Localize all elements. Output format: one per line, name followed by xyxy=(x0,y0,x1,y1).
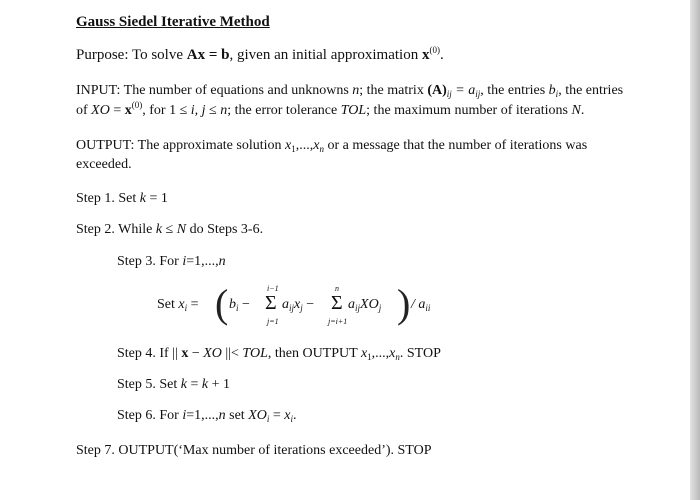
step-2 xyxy=(76,221,263,239)
formula-sub: ii xyxy=(425,303,431,313)
step-text: ,..., xyxy=(371,346,390,361)
input-text: ≤ xyxy=(205,103,221,118)
input-sub: ij xyxy=(475,89,481,99)
input-sup: (0) xyxy=(131,100,143,110)
step-var: n xyxy=(218,408,226,423)
output-line-2: exceeded. xyxy=(76,157,132,172)
input-text: ; the error tolerance xyxy=(227,103,341,118)
step-var: XO xyxy=(248,408,267,423)
step-7: Step 7. OUTPUT(‘Max number of iterations exceeded’). STOP xyxy=(76,443,432,458)
step-sub: i xyxy=(266,414,270,424)
document-title: Gauss Siedel Iterative Method xyxy=(76,14,270,30)
step-text: . xyxy=(293,408,297,423)
input-b: b xyxy=(548,83,556,98)
formula-var: b xyxy=(229,297,236,312)
input-tol: TOL xyxy=(340,103,367,118)
page-edge-shadow xyxy=(690,0,700,500)
step-var: x xyxy=(181,346,189,361)
formula-sub: j xyxy=(378,303,382,313)
formula-text: − xyxy=(238,297,250,312)
step-5 xyxy=(117,376,230,394)
step-6 xyxy=(117,407,297,425)
sum1-lower: j=1 xyxy=(267,317,279,326)
output-sub: 1 xyxy=(291,144,296,154)
formula-sub: ij xyxy=(355,303,361,313)
step-text: =1,..., xyxy=(186,408,219,423)
input-text: . xyxy=(580,103,585,118)
formula-var: XO xyxy=(360,297,379,312)
input-n: n xyxy=(220,103,228,118)
step-sub: 1 xyxy=(367,352,372,362)
output-text: OUTPUT: The approximate solution xyxy=(76,138,286,153)
formula-sub: ij xyxy=(289,303,295,313)
purpose-sup: (0) xyxy=(429,45,440,55)
step-var: x xyxy=(389,346,396,361)
formula-sub: j xyxy=(300,303,303,313)
input-text: ; the matrix xyxy=(359,83,428,98)
formula-var: / a xyxy=(411,297,426,312)
formula-text: Set xyxy=(157,297,179,312)
input-ij: i, j xyxy=(190,103,206,118)
formula-b xyxy=(229,296,250,314)
formula-sub: i xyxy=(184,303,188,313)
formula-var: a xyxy=(348,297,355,312)
step-text: set xyxy=(225,408,249,423)
step-text: , then OUTPUT xyxy=(267,346,361,361)
step-text: Step 2. While xyxy=(76,222,156,237)
input-text: of xyxy=(76,103,92,118)
input-text: ; the maximum number of iterations xyxy=(366,103,572,118)
output-line-1 xyxy=(76,137,587,155)
step-text: . STOP xyxy=(399,346,441,361)
input-matrix: (A) xyxy=(427,83,447,98)
right-paren-icon: ) xyxy=(397,281,411,326)
step-text: Step 4. If || xyxy=(117,346,182,361)
formula-text: = xyxy=(187,297,199,312)
output-xn: x xyxy=(313,138,320,153)
input-xo: XO xyxy=(91,103,110,118)
step-3 xyxy=(117,253,226,271)
update-formula xyxy=(117,276,497,334)
step-text: = 1 xyxy=(146,191,168,206)
input-x: x xyxy=(124,103,132,118)
formula-text: − xyxy=(302,297,315,312)
step-var: x xyxy=(284,408,291,423)
sum2-lower: j=i+1 xyxy=(328,317,348,326)
purpose-x: x xyxy=(421,47,430,63)
formula-divisor xyxy=(411,296,430,314)
sum1-sigma-icon: Σ xyxy=(265,292,277,314)
step-text: do Steps 3-6. xyxy=(186,222,264,237)
input-line-2 xyxy=(76,102,584,120)
step-text: Step 1. Set xyxy=(76,191,140,206)
step-var: TOL xyxy=(242,346,268,361)
step-var: i xyxy=(182,254,187,269)
input-line-1 xyxy=(76,82,623,100)
input-text: = xyxy=(109,103,125,118)
purpose-prefix: Purpose: To solve xyxy=(76,47,187,63)
step-sub: i xyxy=(290,414,294,424)
step-text: + 1 xyxy=(208,377,231,392)
formula-var: x xyxy=(178,297,185,312)
left-paren-icon: ( xyxy=(215,281,229,326)
input-text: INPUT: The number of equations and unknowns xyxy=(76,83,353,98)
sum2-upper: n xyxy=(335,284,339,293)
step-text: = xyxy=(187,377,202,392)
step-var: n xyxy=(218,254,226,269)
sum2-sigma-icon: Σ xyxy=(331,292,343,314)
step-4 xyxy=(117,345,441,363)
purpose-mid: , given an initial approximation xyxy=(229,47,422,63)
step-text: Step 3. For xyxy=(117,254,183,269)
step-var: i xyxy=(182,408,187,423)
output-dots: ,..., xyxy=(295,138,314,153)
step-1 xyxy=(76,190,168,208)
sum1-upper: i−1 xyxy=(267,284,279,293)
output-sub: n xyxy=(319,144,324,154)
step-var: k xyxy=(180,377,187,392)
formula-lhs xyxy=(157,296,199,314)
purpose-line xyxy=(76,46,444,64)
step-text: Step 5. Set xyxy=(117,377,181,392)
input-aij: = a xyxy=(451,83,476,98)
input-n: n xyxy=(352,83,360,98)
input-text: , the entries xyxy=(558,83,624,98)
input-text: , for 1 ≤ xyxy=(142,103,191,118)
step-text: ||< xyxy=(221,346,243,361)
step-text: − xyxy=(188,346,204,361)
input-text: , the entries xyxy=(480,83,549,98)
input-N: N xyxy=(571,103,581,118)
purpose-end: . xyxy=(439,47,444,63)
step-var: k ≤ N xyxy=(155,222,187,237)
output-text: or a message that the number of iterations was xyxy=(323,138,588,153)
input-sub: i xyxy=(555,89,559,99)
purpose-equation: Ax = b xyxy=(186,47,230,63)
step-text: = xyxy=(269,408,285,423)
formula-term1 xyxy=(282,296,314,314)
step-text: =1,..., xyxy=(186,254,219,269)
output-x1: x xyxy=(285,138,292,153)
step-sub: n xyxy=(395,352,400,362)
formula-var: a xyxy=(282,297,289,312)
step-text: Step 6. For xyxy=(117,408,183,423)
formula-var: x xyxy=(294,297,301,312)
step-var: k xyxy=(139,191,146,206)
step-var: XO xyxy=(203,346,222,361)
formula-sub: i xyxy=(236,303,239,313)
input-sub: ij xyxy=(446,89,452,99)
step-var: k xyxy=(201,377,209,392)
formula-term2 xyxy=(348,296,381,314)
step-var: x xyxy=(360,346,368,361)
